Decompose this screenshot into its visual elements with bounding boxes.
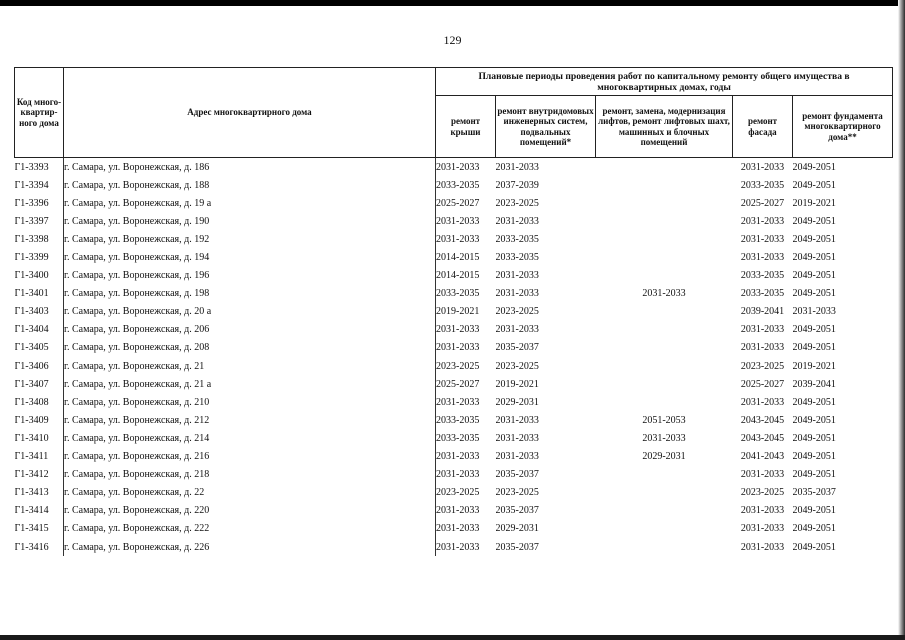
row-address: г. Самара, ул. Воронежская, д. 222 — [64, 520, 436, 538]
row-foundation: 2049-2051 — [792, 252, 836, 264]
row-address: г. Самара, ул. Воронежская, д. 226 — [64, 538, 436, 556]
row-elevators — [596, 520, 733, 538]
row-code: Г1-3413 — [14, 487, 49, 499]
row-code: Г1-3394 — [14, 179, 49, 191]
row-foundation: 2019-2021 — [792, 360, 836, 372]
row-code: Г1-3411 — [14, 451, 49, 463]
row-address: г. Самара, ул. Воронежская, д. 20 а — [64, 303, 436, 321]
table-row — [15, 303, 893, 321]
row-roof: 2031-2033 — [436, 158, 496, 177]
row-address: г. Самара, ул. Воронежская, д. 190 — [64, 212, 436, 230]
row-foundation: 2049-2051 — [792, 396, 836, 408]
row-elevators — [596, 176, 733, 194]
row-foundation: 2049-2051 — [792, 324, 836, 336]
row-systems: 2033-2035 — [495, 252, 539, 264]
row-elevators — [596, 248, 733, 266]
row-roof: 2023-2025 — [436, 484, 496, 502]
row-elevators — [596, 267, 733, 285]
row-foundation: 2049-2051 — [792, 270, 836, 282]
row-foundation: 2049-2051 — [792, 432, 836, 444]
row-facade: 2033-2035 — [740, 270, 785, 282]
header-facade: ремонт фасада — [733, 96, 793, 158]
table-row — [15, 448, 893, 466]
row-foundation: 2049-2051 — [792, 179, 836, 191]
row-address: г. Самара, ул. Воронежская, д. 19 а — [64, 194, 436, 212]
row-facade: 2033-2035 — [740, 288, 785, 300]
row-foundation: 2049-2051 — [792, 505, 836, 517]
row-foundation: 2049-2051 — [792, 451, 836, 463]
table-row — [15, 429, 893, 447]
row-facade: 2031-2033 — [740, 505, 785, 517]
table-row — [15, 248, 893, 266]
row-roof: 2031-2033 — [436, 520, 496, 538]
row-code: Г1-3407 — [14, 378, 49, 390]
row-code: Г1-3398 — [14, 233, 49, 245]
row-elevators — [596, 194, 733, 212]
row-address: г. Самара, ул. Воронежская, д. 21 — [64, 357, 436, 375]
row-code: Г1-3393 — [14, 161, 49, 173]
row-elevators — [596, 339, 733, 357]
table-row — [15, 230, 893, 248]
row-code: Г1-3401 — [14, 288, 49, 300]
row-systems: 2031-2033 — [495, 161, 539, 173]
row-facade: 2023-2025 — [740, 360, 785, 372]
row-elevators — [596, 502, 733, 520]
row-address: г. Самара, ул. Воронежская, д. 188 — [64, 176, 436, 194]
table-row — [15, 321, 893, 339]
scan-right-edge — [898, 0, 905, 640]
row-systems: 2019-2021 — [495, 378, 539, 390]
row-systems: 2031-2033 — [495, 324, 539, 336]
row-address: г. Самара, ул. Воронежская, д. 206 — [64, 321, 436, 339]
table-row — [15, 176, 893, 194]
row-address: г. Самара, ул. Воронежская, д. 186 — [64, 158, 436, 177]
row-facade: 2041-2043 — [740, 451, 785, 463]
header-code: Код много-квартир-ного дома — [15, 68, 64, 158]
row-elevators — [596, 230, 733, 248]
row-roof: 2031-2033 — [436, 321, 496, 339]
row-code: Г1-3410 — [14, 432, 49, 444]
row-facade: 2023-2025 — [740, 487, 785, 499]
row-code: Г1-3397 — [14, 215, 49, 227]
table-row — [15, 411, 893, 429]
table-row — [15, 520, 893, 538]
row-systems: 2031-2033 — [495, 270, 539, 282]
row-foundation: 2019-2021 — [792, 197, 836, 209]
row-elevators — [596, 538, 733, 556]
row-systems: 2035-2037 — [495, 469, 539, 481]
table-row — [15, 212, 893, 230]
row-facade: 2031-2033 — [740, 252, 785, 264]
scan-bottom-edge — [0, 635, 905, 640]
row-facade: 2039-2041 — [740, 306, 785, 318]
row-code: Г1-3396 — [14, 197, 49, 209]
row-foundation: 2031-2033 — [792, 306, 836, 318]
row-roof: 2031-2033 — [436, 448, 496, 466]
header-engineering-systems: ремонт внутридомовых инженерных систем, подвальных помещений* — [496, 96, 596, 158]
row-elevators — [596, 357, 733, 375]
row-systems: 2033-2035 — [495, 233, 539, 245]
row-code: Г1-3412 — [14, 469, 49, 481]
row-address: г. Самара, ул. Воронежская, д. 208 — [64, 339, 436, 357]
row-facade: 2025-2027 — [740, 378, 785, 390]
row-elevators — [596, 321, 733, 339]
row-code: Г1-3404 — [14, 324, 49, 336]
row-facade: 2043-2045 — [740, 414, 785, 426]
page-number: 129 — [443, 33, 462, 47]
header-elevators: ремонт, замена, модернизация лифтов, ремонт лифтовых шахт, машинных и блочных помещений — [596, 96, 733, 158]
row-facade: 2031-2033 — [740, 396, 785, 408]
row-facade: 2031-2033 — [740, 324, 785, 336]
table-row — [15, 158, 893, 177]
row-elevators: 2031-2033 — [642, 432, 686, 444]
row-facade: 2025-2027 — [740, 197, 785, 209]
row-roof: 2033-2035 — [436, 176, 496, 194]
row-elevators — [596, 212, 733, 230]
row-address: г. Самара, ул. Воронежская, д. 22 — [64, 484, 436, 502]
row-elevators — [596, 303, 733, 321]
row-foundation: 2049-2051 — [792, 342, 836, 354]
row-address: г. Самара, ул. Воронежская, д. 218 — [64, 466, 436, 484]
row-systems: 2031-2033 — [495, 414, 539, 426]
row-facade: 2031-2033 — [740, 161, 785, 173]
row-foundation: 2049-2051 — [792, 523, 836, 535]
row-code: Г1-3414 — [14, 505, 49, 517]
row-facade: 2031-2033 — [740, 541, 785, 553]
row-code: Г1-3408 — [14, 396, 49, 408]
row-address: г. Самара, ул. Воронежская, д. 198 — [64, 285, 436, 303]
row-systems: 2031-2033 — [495, 432, 539, 444]
row-roof: 2031-2033 — [436, 230, 496, 248]
row-foundation: 2049-2051 — [792, 161, 836, 173]
row-foundation: 2049-2051 — [792, 288, 836, 300]
row-roof: 2023-2025 — [436, 357, 496, 375]
header-roof: ремонт крыши — [436, 96, 496, 158]
row-roof: 2033-2035 — [436, 429, 496, 447]
row-foundation: 2049-2051 — [792, 233, 836, 245]
row-elevators: 2029-2031 — [642, 451, 686, 463]
row-foundation: 2039-2041 — [792, 378, 836, 390]
row-roof: 2031-2033 — [436, 339, 496, 357]
row-facade: 2031-2033 — [740, 233, 785, 245]
row-code: Г1-3403 — [14, 306, 49, 318]
row-facade: 2031-2033 — [740, 523, 785, 535]
table-row — [15, 285, 893, 303]
row-systems: 2031-2033 — [495, 288, 539, 300]
row-elevators — [596, 375, 733, 393]
row-systems: 2029-2031 — [495, 523, 539, 535]
row-facade: 2033-2035 — [740, 179, 785, 191]
table-row — [15, 267, 893, 285]
row-foundation: 2049-2051 — [792, 541, 836, 553]
header-planned-periods: Плановые периоды проведения работ по капитальному ремонту общего имущества в многоквартирных домах, годы — [436, 68, 893, 96]
row-elevators — [596, 158, 733, 177]
table-row — [15, 393, 893, 411]
row-address: г. Самара, ул. Воронежская, д. 214 — [64, 429, 436, 447]
row-foundation: 2049-2051 — [792, 469, 836, 481]
row-systems: 2023-2025 — [495, 487, 539, 499]
table-row — [15, 194, 893, 212]
table-row — [15, 466, 893, 484]
row-facade: 2031-2033 — [740, 469, 785, 481]
table-row — [15, 339, 893, 357]
row-systems: 2031-2033 — [495, 215, 539, 227]
row-foundation: 2035-2037 — [792, 487, 836, 499]
table-row — [15, 375, 893, 393]
row-systems: 2023-2025 — [495, 306, 539, 318]
table-row — [15, 484, 893, 502]
repair-schedule-table — [14, 67, 893, 556]
row-roof: 2033-2035 — [436, 411, 496, 429]
row-roof: 2019-2021 — [436, 303, 496, 321]
row-address: г. Самара, ул. Воронежская, д. 220 — [64, 502, 436, 520]
table-row — [15, 357, 893, 375]
row-elevators — [596, 484, 733, 502]
row-systems: 2037-2039 — [495, 179, 539, 191]
row-systems: 2029-2031 — [495, 396, 539, 408]
row-foundation: 2049-2051 — [792, 215, 836, 227]
row-roof: 2031-2033 — [436, 502, 496, 520]
row-roof: 2014-2015 — [436, 267, 496, 285]
row-address: г. Самара, ул. Воронежская, д. 212 — [64, 411, 436, 429]
row-code: Г1-3415 — [14, 523, 49, 535]
row-roof: 2031-2033 — [436, 212, 496, 230]
row-code: Г1-3405 — [14, 342, 49, 354]
row-roof: 2031-2033 — [436, 466, 496, 484]
row-facade: 2043-2045 — [740, 432, 785, 444]
row-elevators — [596, 393, 733, 411]
row-address: г. Самара, ул. Воронежская, д. 192 — [64, 230, 436, 248]
table-row — [15, 538, 893, 556]
header-address: Адрес многоквартирного дома — [64, 68, 436, 158]
scan-top-edge — [0, 0, 905, 6]
header-foundation: ремонт фундамента многоквартирного дома** — [793, 96, 893, 158]
row-address: г. Самара, ул. Воронежская, д. 196 — [64, 267, 436, 285]
row-systems: 2023-2025 — [495, 360, 539, 372]
row-roof: 2031-2033 — [436, 538, 496, 556]
row-roof: 2033-2035 — [436, 285, 496, 303]
row-address: г. Самара, ул. Воронежская, д. 216 — [64, 448, 436, 466]
row-systems: 2023-2025 — [495, 197, 539, 209]
row-code: Г1-3409 — [14, 414, 49, 426]
row-address: г. Самара, ул. Воронежская, д. 21 а — [64, 375, 436, 393]
table-body — [15, 158, 893, 557]
row-roof: 2025-2027 — [436, 194, 496, 212]
row-elevators: 2031-2033 — [642, 288, 686, 300]
row-address: г. Самара, ул. Воронежская, д. 210 — [64, 393, 436, 411]
row-elevators — [596, 466, 733, 484]
row-systems: 2031-2033 — [495, 451, 539, 463]
row-code: Г1-3406 — [14, 360, 49, 372]
row-roof: 2031-2033 — [436, 393, 496, 411]
row-systems: 2035-2037 — [495, 505, 539, 517]
row-address: г. Самара, ул. Воронежская, д. 194 — [64, 248, 436, 266]
row-roof: 2025-2027 — [436, 375, 496, 393]
row-facade: 2031-2033 — [740, 342, 785, 354]
row-systems: 2035-2037 — [495, 541, 539, 553]
row-systems: 2035-2037 — [495, 342, 539, 354]
row-foundation: 2049-2051 — [792, 414, 836, 426]
row-code: Г1-3399 — [14, 252, 49, 264]
row-code: Г1-3416 — [14, 541, 49, 553]
row-facade: 2031-2033 — [740, 215, 785, 227]
row-code: Г1-3400 — [14, 270, 49, 282]
table-row — [15, 502, 893, 520]
row-elevators: 2051-2053 — [642, 414, 686, 426]
row-roof: 2014-2015 — [436, 248, 496, 266]
